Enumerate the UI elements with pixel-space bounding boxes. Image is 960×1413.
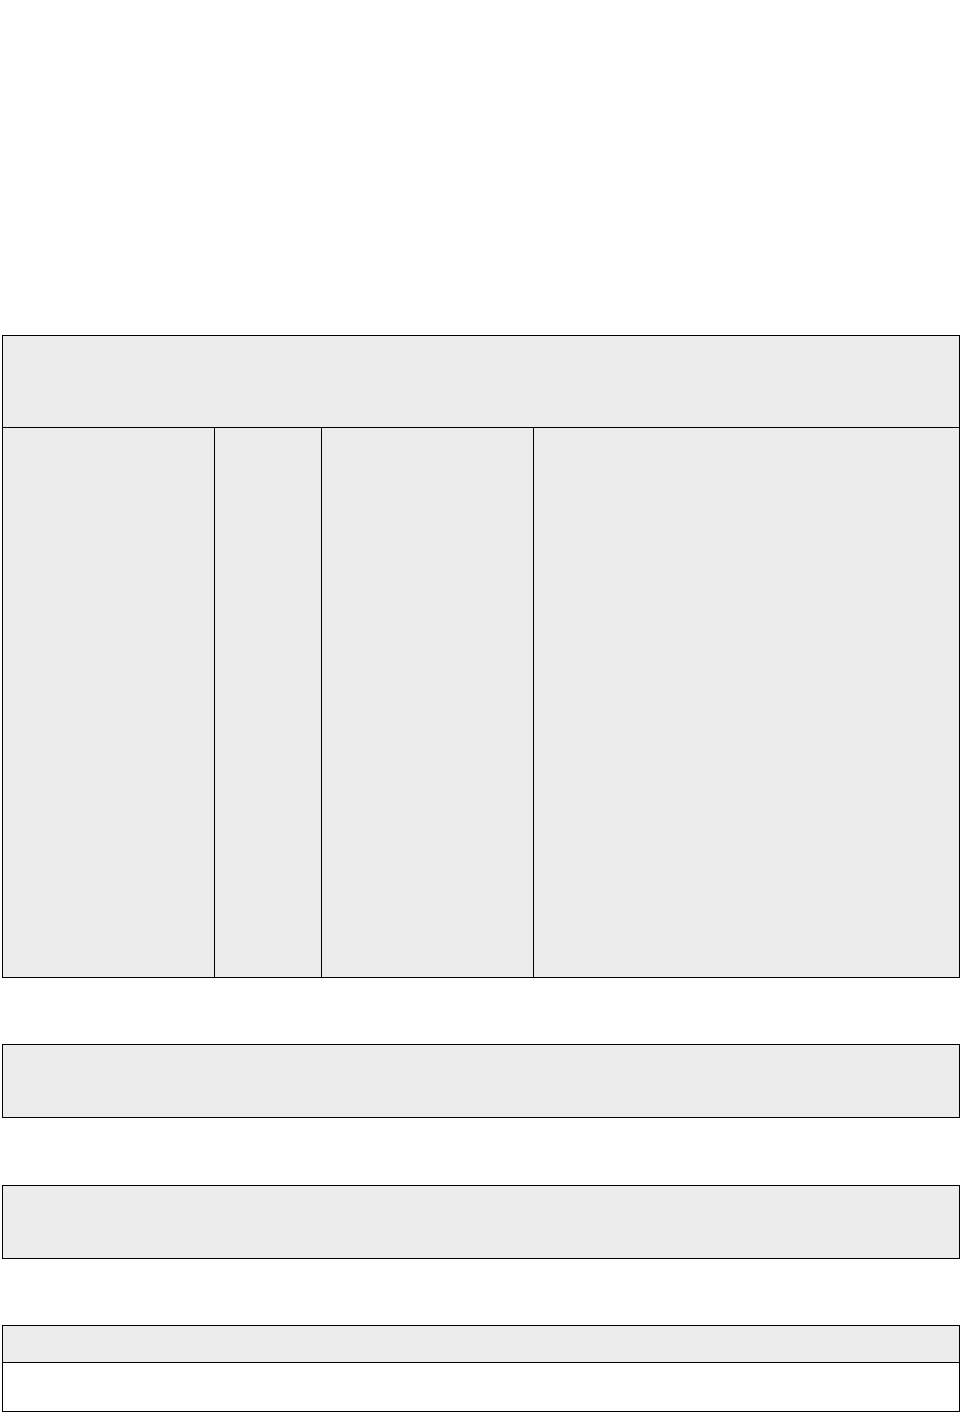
rubryka5-row <box>2 1362 960 1412</box>
rubryka3-section <box>2 1044 960 1118</box>
rubryka2-section <box>2 335 960 978</box>
rubryka4-section <box>2 1185 960 1259</box>
rubryka5-section <box>2 1325 960 1364</box>
